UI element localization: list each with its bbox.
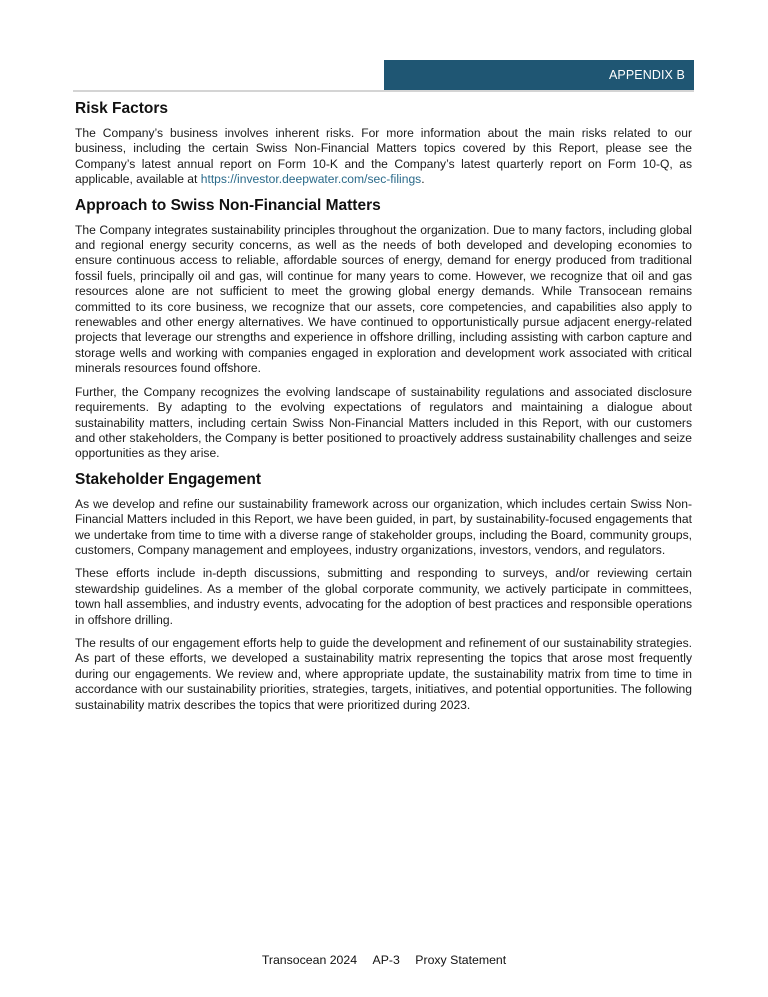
sec-filings-link[interactable]: https://investor.deepwater.com/sec-filings xyxy=(200,172,422,187)
approach-paragraph-1: The Company integrates sustainability principles throughout the organization. Due to many factors, including global and regional energy security concerns, as well as the needs of both developed and developing economies to ensure continuous access to reliable, affordable sources of energy, demand for energy produced from traditional fossil fuels, principally oil and gas, will continue for many years to come. However, we recognize that oil and gas resources alone are not sufficient to meet the growing global energy demands. While Transocean remains committed to its core business, we recognize that our assets, core competencies, and capabilities also apply to renewables and other energy alternatives. We have continued to opportunistically pursue adjacent energy-related projects that leverage our strengths and experience in offshore drilling, including assisting with carbon capture and storage wells and working with companies engaged in exploration and development work associated with critical minerals resources found offshore. xyxy=(75,222,692,376)
footer-company-year: Transocean 2024 xyxy=(261,953,358,967)
stakeholder-paragraph-1: As we develop and refine our sustainability framework across our organization, which includes certain Swiss Non-Financial Matters included in this Report, we have been guided, in part, by sustainability-focused engagements that we undertake from time to time with a diverse range of stakeholder groups, including the Board, community groups, customers, Company management and employees, industry organizations, investors, vendors, and regulators. xyxy=(75,496,692,557)
approach-paragraph-2: Further, the Company recognizes the evolving landscape of sustainability regulations and associated disclosure requirements. By adapting to the evolving expectations of regulators and maintaining a dialogue about sustainability matters, including certain Swiss Non-Financial Matters included in this Report, with our customers and other stakeholders, the Company is better positioned to proactively address sustainability challenges and seize opportunities as they arise. xyxy=(75,384,692,461)
footer-document-name: Proxy Statement xyxy=(415,953,507,967)
section-title-approach: Approach to Swiss Non-Financial Matters xyxy=(75,196,381,214)
risk-factors-paragraph: The Company’s business involves inherent risks. For more information about the main risks related to our business, including the certain Swiss Non-Financial Matters topics covered by this Report, please see the Company’s latest annual report on Form 10-K and the Company’s latest quarterly report on Form 10-Q, as applicable, available at https://investor.deepwater.com/sec-filings. xyxy=(75,126,692,187)
section-approach-swiss-non-financial-matters xyxy=(75,196,692,462)
section-risk-factors xyxy=(75,99,692,188)
risk-factors-text: The Company’s business involves inherent risks. For more information about the main risks related to our business, including the certain Swiss Non-Financial Matters topics covered by this Report, please see the Company’s latest annual report on Form 10-K and the Company’s latest quarterly report on Form 10-Q, as applicable, available at xyxy=(75,126,692,187)
section-title-risk-factors: Risk Factors xyxy=(75,100,169,117)
header-divider xyxy=(73,90,694,92)
footer-page-number: AP-3 xyxy=(372,953,400,967)
appendix-label: APPENDIX B xyxy=(608,68,685,82)
section-title-stakeholder-engagement: Stakeholder Engagement xyxy=(75,470,262,488)
stakeholder-paragraph-2: These efforts include in-depth discussions, submitting and responding to surveys, and/or reviewing certain stewardship guidelines. As a member of the global corporate community, we actively participate in committees, town hall assemblies, and industry events, advocating for the adoption of best practices and responsible operations in offshore drilling. xyxy=(75,566,692,627)
page-content xyxy=(75,99,692,721)
page-footer xyxy=(0,953,768,967)
section-stakeholder-engagement xyxy=(75,470,692,713)
stakeholder-paragraph-3: The results of our engagement efforts help to guide the development and refinement of our sustainability strategies. As part of these efforts, we developed a sustainability matrix representing the topics that arose most frequently during our engagements. We review and, where appropriate update, the sustainability matrix from time to time in accordance with our sustainability priorities, strategies, targets, initiatives, and potential opportunities. The following sustainability matrix describes the topics that were prioritized during 2023. xyxy=(75,635,692,712)
appendix-header-bar xyxy=(384,60,694,90)
